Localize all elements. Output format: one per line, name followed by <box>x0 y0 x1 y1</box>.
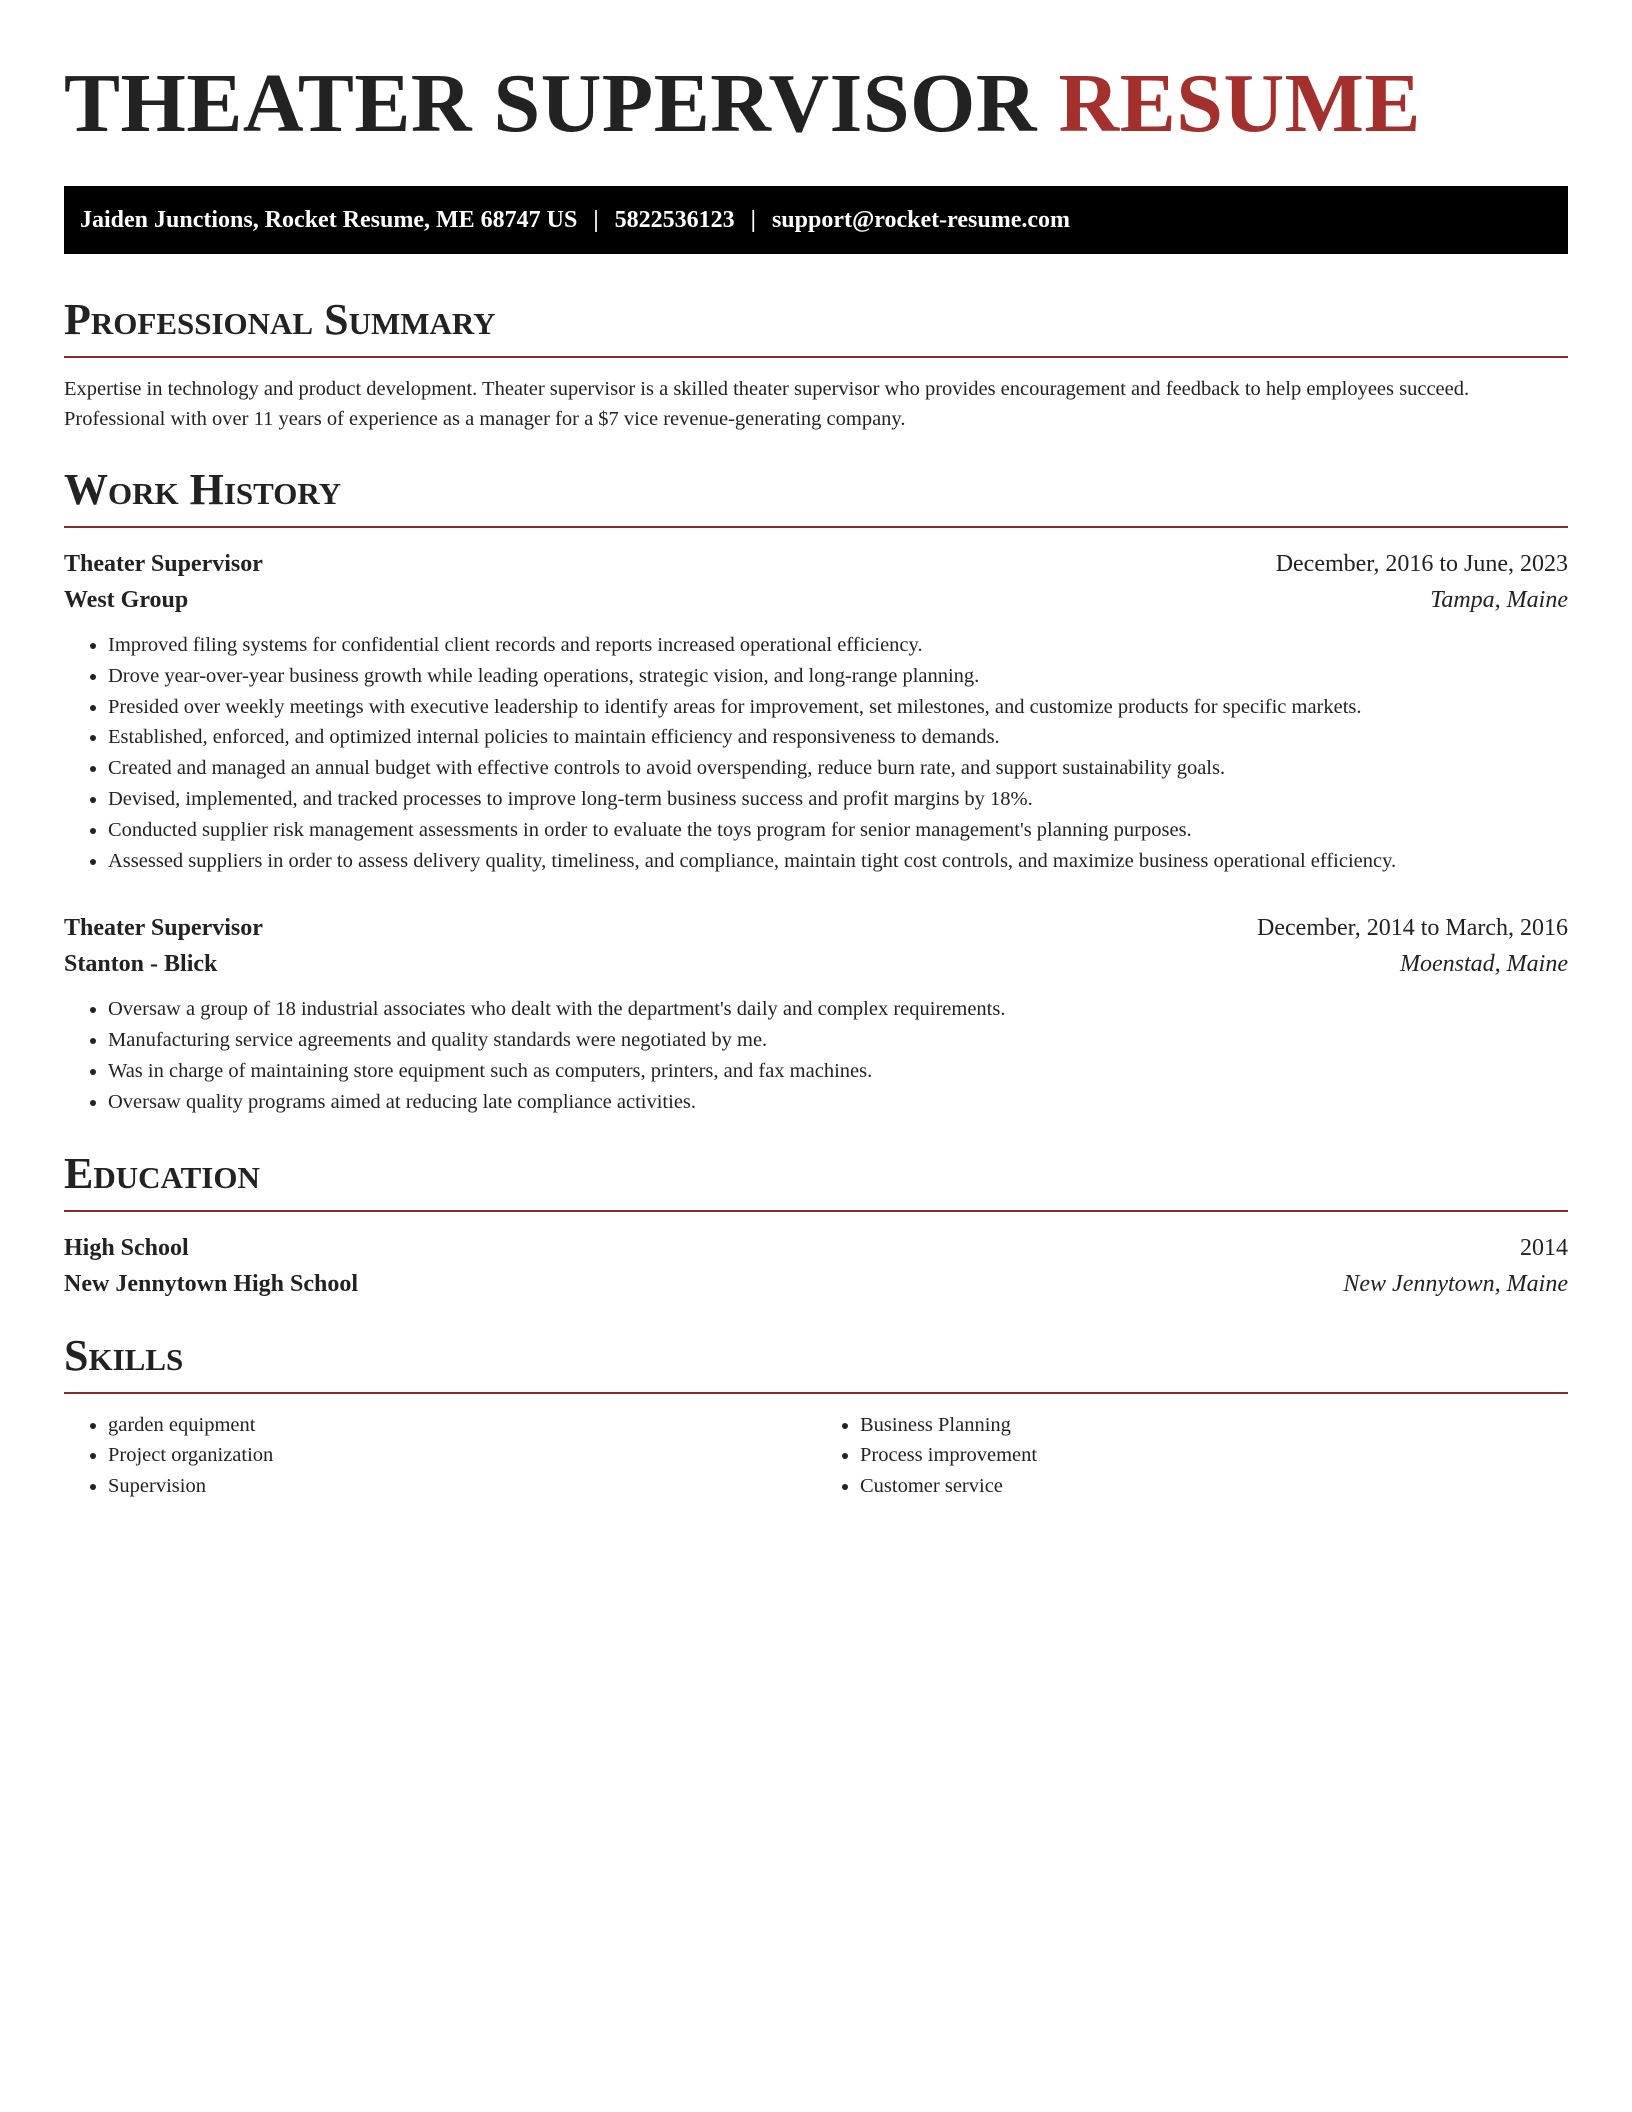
work-history-heading: Work History <box>64 464 1568 528</box>
skill-item: • Customer service <box>860 1471 1568 1502</box>
job-dates: December, 2014 to March, 2016 <box>1257 915 1568 942</box>
job-bullets <box>64 630 1568 876</box>
job-location: Tampa, Maine <box>1430 587 1568 613</box>
contact-separator: | <box>593 206 599 233</box>
skills-heading: Skills <box>64 1330 1568 1394</box>
skill-item: • Project organization <box>108 1440 816 1471</box>
education-heading: Education <box>64 1148 1568 1212</box>
job-location: Moenstad, Maine <box>1400 951 1568 978</box>
job-title: Theater Supervisor <box>64 551 263 577</box>
education-degree-row <box>64 1230 1568 1266</box>
skills-list <box>64 1410 1568 1502</box>
job-bullet: • Manufacturing service agreements and quality standards were negotiated by me. <box>108 1025 1568 1056</box>
contact-bar <box>64 186 1568 254</box>
summary-heading: Professional Summary <box>64 294 1568 358</box>
education-location: New Jennytown, Maine <box>1343 1270 1568 1297</box>
job-dates: December, 2016 to June, 2023 <box>1275 551 1568 577</box>
job-bullet: • Was in charge of maintaining store equipment such as computers, printers, and fax machines. <box>108 1056 1568 1087</box>
job-header-row <box>64 546 1568 582</box>
education-degree: High School <box>64 1234 189 1261</box>
skills-column-left <box>64 1410 816 1502</box>
job-bullets <box>64 994 1568 1117</box>
title-accent: RESUME <box>1058 57 1421 150</box>
skill-item: • garden equipment <box>108 1410 816 1441</box>
job-header-row <box>64 910 1568 946</box>
skill-item: • Supervision <box>108 1471 816 1502</box>
education-school: New Jennytown High School <box>64 1270 359 1297</box>
job-entry <box>64 910 1568 1117</box>
job-bullet: • Drove year-over-year business growth while leading operations, strategic vision, and long-range planning. <box>108 661 1568 692</box>
job-bullet: • Oversaw a group of 18 industrial associates who dealt with the department's daily and complex requirements. <box>108 994 1568 1025</box>
job-bullet: • Established, enforced, and optimized internal policies to maintain efficiency and responsiveness to demands. <box>108 722 1568 753</box>
contact-email: support@rocket-resume.com <box>771 206 1070 233</box>
job-bullet: • Assessed suppliers in order to assess delivery quality, timeliness, and compliance, maintain tight cost controls, and maximize business operational efficiency. <box>108 846 1568 877</box>
job-company-row <box>64 582 1568 618</box>
skill-item: • Process improvement <box>860 1440 1568 1471</box>
job-bullet: • Created and managed an annual budget with effective controls to avoid overspending, reduce burn rate, and support sustainability goals. <box>108 753 1568 784</box>
education-school-row <box>64 1266 1568 1302</box>
education-year: 2014 <box>1520 1234 1568 1261</box>
title-main: THEATER SUPERVISOR <box>64 57 1038 150</box>
job-bullet: • Conducted supplier risk management assessments in order to evaluate the toys program for senior management's planning purposes. <box>108 815 1568 846</box>
summary-text: Expertise in technology and product development. Theater supervisor is a skilled theater supervisor who provides encouragement and feedback to help employees succeed. Professional with over 11 years of experience as a manager for a $7 vice revenue-generating company. <box>64 378 1470 430</box>
job-bullet: • Devised, implemented, and tracked processes to improve long-term business success and profit margins by 18%. <box>108 784 1568 815</box>
job-company-row <box>64 946 1568 982</box>
job-entry <box>64 546 1568 876</box>
job-bullet: • Improved filing systems for confidential client records and reports increased operational efficiency. <box>108 630 1568 661</box>
contact-address: Jaiden Junctions, Rocket Resume, ME 68747 US <box>80 206 578 233</box>
contact-phone: 5822536123 <box>614 206 735 233</box>
education-entry <box>64 1230 1568 1302</box>
job-bullet: • Oversaw quality programs aimed at reducing late compliance activities. <box>108 1087 1568 1118</box>
job-title: Theater Supervisor <box>64 915 263 942</box>
job-company: West Group <box>64 587 189 613</box>
job-company: Stanton - Blick <box>64 951 218 978</box>
skills-column-right <box>816 1410 1568 1502</box>
job-bullet: • Presided over weekly meetings with executive leadership to identify areas for improvement, set milestones, and customize products for specific markets. <box>108 692 1568 723</box>
skill-item: • Business Planning <box>860 1410 1568 1441</box>
contact-separator: | <box>750 206 756 233</box>
resume-title <box>64 56 1568 152</box>
